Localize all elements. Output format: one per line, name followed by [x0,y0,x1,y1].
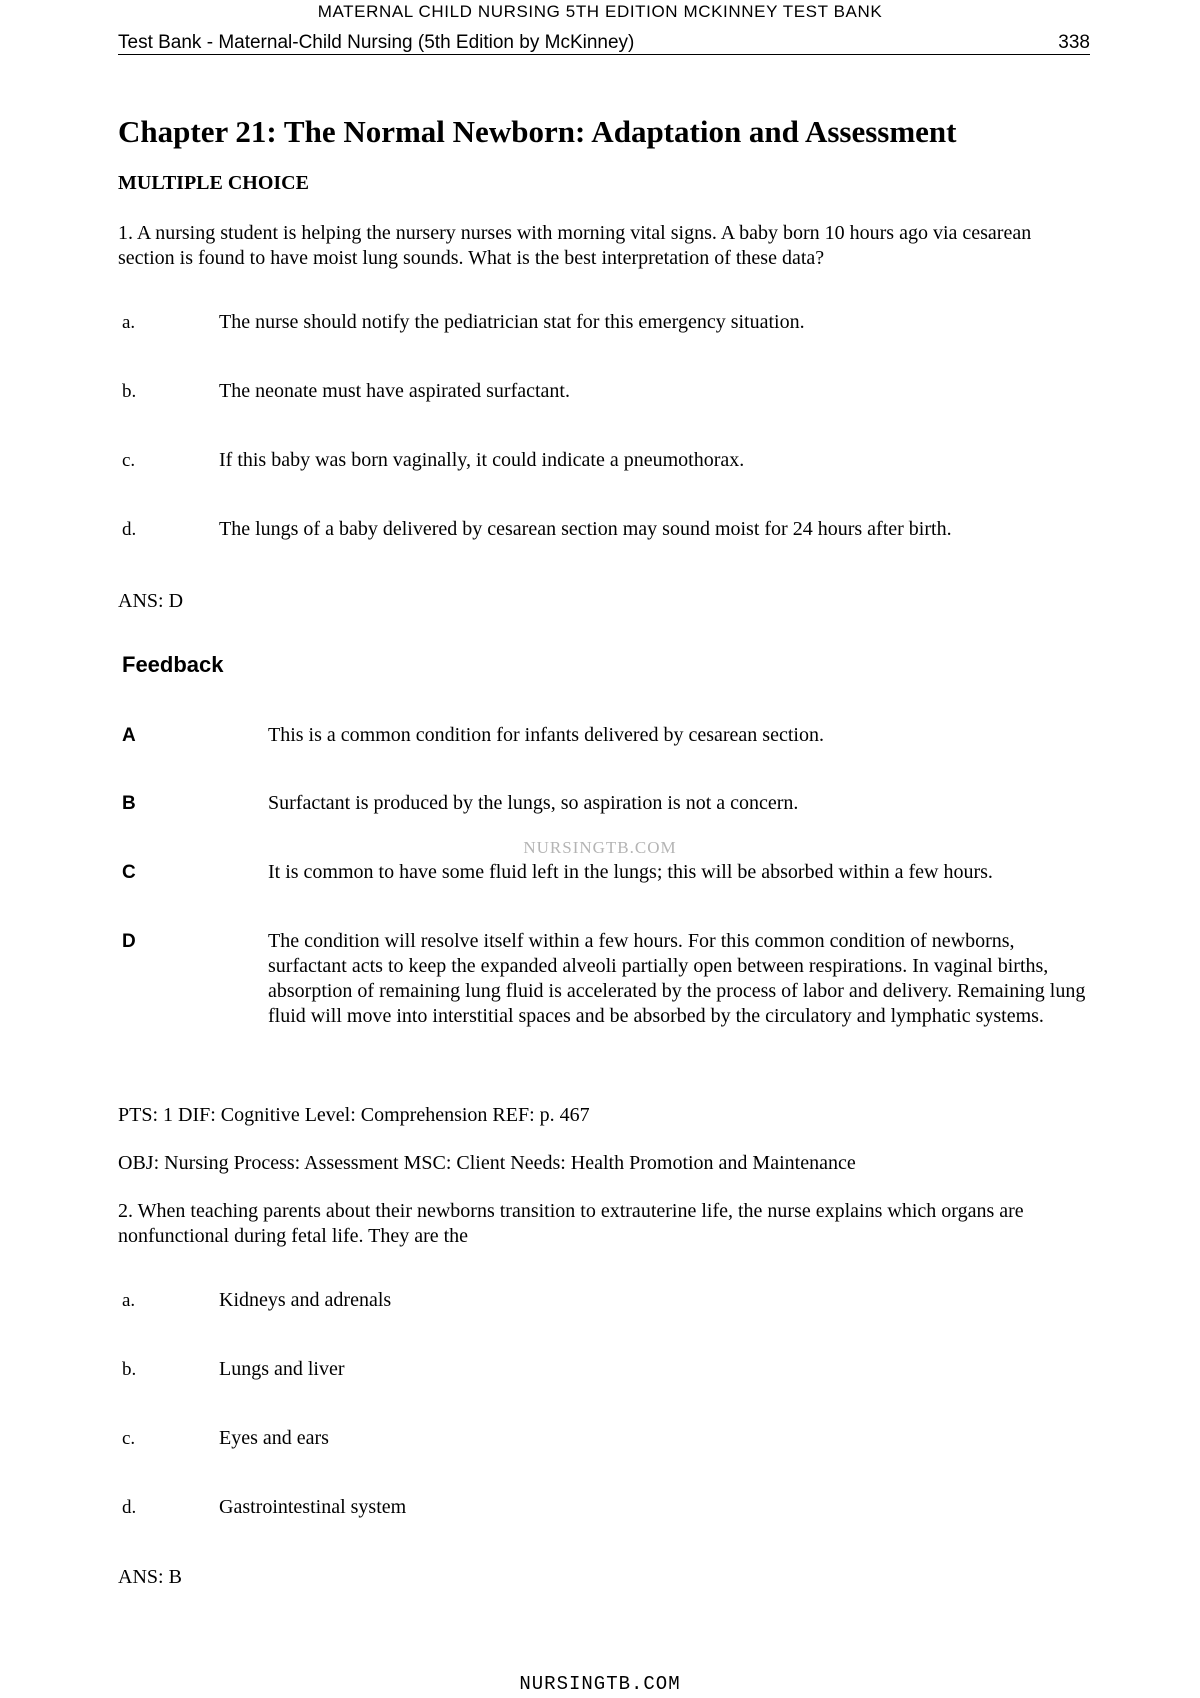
question-1-option-letter: d. [122,519,137,540]
feedback-letter: A [122,725,136,746]
question-1-option-text: The lungs of a baby delivered by cesarean section may sound moist for 24 hours after birth. [219,518,952,540]
feedback-heading: Feedback [122,652,224,677]
question-2-option-letter: b. [122,1359,137,1380]
feedback-text: This is a common condition for infants delivered by cesarean section. [268,724,824,746]
question-1-answer: ANS: D [118,590,184,612]
feedback-text: It is common to have some fluid left in the lungs; this will be absorbed within a few hours. [268,861,993,883]
feedback-text: The condition will resolve itself within a few hours. For this common condition of newborns, surfactant acts to keep the expanded alveoli partially open between respirations. In vaginal births, absorption of remaining lung fluid is accelerated by the process of labor and delivery. Remaining lung fluid will move into interstitial spaces and be absorbed by the circulatory and lymphatic systems. [268,930,1086,1027]
question-1-option-letter: a. [122,312,136,333]
question-1-option-letter: c. [122,450,136,471]
question-2-option-text: Kidneys and adrenals [219,1289,392,1311]
question-2-option-letter: a. [122,1290,136,1311]
running-header [118,32,1090,55]
document-top-title: MATERNAL CHILD NURSING 5TH EDITION MCKINNEY TEST BANK [317,2,883,21]
question-2-option-text: Eyes and ears [219,1427,329,1449]
question-2-stem: 2. When teaching parents about their newborns transition to extrauterine life, the nurse explains which organs are nonfunctional during fetal life. They are the [118,1200,1024,1247]
question-1-objectives: OBJ: Nursing Process: Assessment MSC: Client Needs: Health Promotion and Maintenance [118,1152,856,1174]
question-2-option-text: Gastrointestinal system [219,1496,407,1518]
question-2-option-letter: c. [122,1428,136,1449]
question-2-option-text: Lungs and liver [219,1358,345,1380]
question-1-option-letter: b. [122,381,137,402]
watermark: NURSINGTB.COM [523,838,677,857]
running-header-title: Test Bank - Maternal-Child Nursing (5th Edition by McKinney) [118,32,635,53]
feedback-letter: C [122,862,136,883]
feedback-text: Surfactant is produced by the lungs, so aspiration is not a concern. [268,792,799,814]
page-number: 338 [1058,32,1090,53]
question-2-answer: ANS: B [118,1566,182,1588]
question-1-option-text: The nurse should notify the pediatrician stat for this emergency situation. [219,311,805,333]
question-1-option-text: If this baby was born vaginally, it could indicate a pneumothorax. [219,449,745,471]
question-2-option-letter: d. [122,1497,137,1518]
chapter-title: Chapter 21: The Normal Newborn: Adaptation and Assessment [118,114,957,149]
question-1-stem: 1. A nursing student is helping the nursery nurses with morning vital signs. A baby born 10 hours ago via cesarean section is found to have moist lung sounds. What is the best interpretation of these data? [118,222,1032,269]
section-title: MULTIPLE CHOICE [118,172,309,194]
question-1-option-text: The neonate must have aspirated surfactant. [219,380,570,402]
feedback-letter: B [122,793,136,814]
question-1-metadata: PTS: 1 DIF: Cognitive Level: Comprehension REF: p. 467 [118,1104,590,1126]
feedback-letter: D [122,931,136,952]
footer-watermark: NURSINGTB.COM [519,1673,681,1695]
